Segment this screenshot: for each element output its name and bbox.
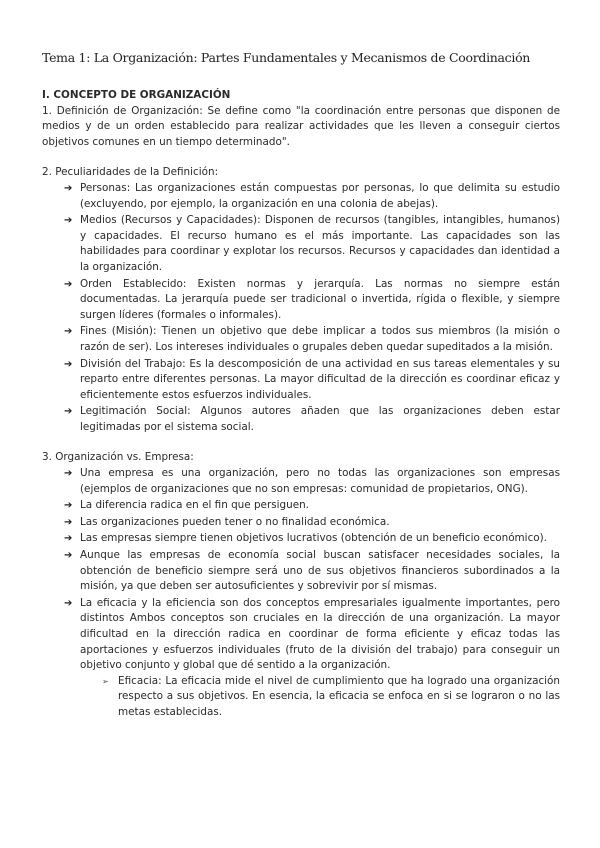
arrow-right-icon: ➔ xyxy=(64,182,73,194)
arrow-right-icon: ➔ xyxy=(64,215,73,227)
list-item: ➢ Eficacia: La eficacia mide el nivel de cumplimiento que ha logrado una organización respecto a sus objetivos. En esencia, la eficacia se enfoca en si se lograron o no las metas establecidas. xyxy=(102,674,560,718)
list-item: ➔ Las organizaciones pueden tener o no finalidad económica. xyxy=(80,515,560,531)
arrow-right-icon: ➔ xyxy=(64,468,73,480)
organizacion-empresa-list xyxy=(42,466,560,721)
arrow-right-icon: ➔ xyxy=(64,533,73,545)
small-arrow-right-icon: ➢ xyxy=(102,676,109,686)
list-item: ➔ La eficacia y la eficiencia son dos conceptos empresariales igualmente importantes, pero distintos Ambos conceptos son cruciales en la dirección de una organización. La mayor dificultad en la dirección radica en coordinar de forma eficiente y eficaz todas las aportaciones y esfuerzos individuales (fruto de la división del trabajo) para conseguir un objetivo conjunto y global que dé sentido a la organización. ➢ Eficacia: La eficacia mide el nivel de cumplimiento que ha logrado una organización respecto a sus objetivos. En esencia, la eficacia se enfoca en si se lograron o no las metas establecidas. xyxy=(80,596,560,721)
section-concepto xyxy=(42,88,560,150)
list-item: ➔ Una empresa es una organización, pero no todas las organizaciones son empresas (ejemplos de organizaciones que no son empresas: comunidad de propietarios, ONG). xyxy=(64,467,560,495)
arrow-right-icon: ➔ xyxy=(64,278,73,290)
list-item: ➔ Legitimación Social: Algunos autores añaden que las organizaciones deben estar legitimadas por el sistema social. xyxy=(64,405,560,433)
arrow-right-icon: ➔ xyxy=(64,550,73,562)
definition-paragraph: 1. Definición de Organización: Se define como "la coordinación entre personas que disponen de medios y de un orden establecido para realizar actividades que les lleven a conseguir ciertos objetivos comunes en un tiempo determinado". xyxy=(42,104,560,148)
list-item: ➔ Fines (Misión): Tienen un objetivo que debe implicar a todos sus miembros (la misión o razón de ser). Los intereses individuales o grupales deben quedar supeditados a la misión. xyxy=(64,325,560,353)
list-item: ➔ Las empresas siempre tienen objetivos lucrativos (obtención de un beneficio económico). xyxy=(80,531,560,547)
document-body xyxy=(42,88,560,721)
list-item: ➔ Personas: Las organizaciones están compuestas por personas, lo que delimita su estudio (excluyendo, por ejemplo, la organización en una colonia de abejas). xyxy=(64,181,560,210)
list-item: ➔ División del Trabajo: Es la descomposición de una actividad en sus tareas elementales y su reparto entre diferentes personas. La mayor dificultad de la dirección es coordinar eficaz y eficientemente estos esfuerzos individuales. xyxy=(64,357,560,401)
list-item: ➔ La diferencia radica en el fin que persiguen. xyxy=(80,498,560,514)
arrow-right-icon: ➔ xyxy=(64,597,73,609)
section-peculiaridades xyxy=(42,165,560,435)
arrow-right-icon: ➔ xyxy=(64,406,73,418)
arrow-right-icon: ➔ xyxy=(64,358,73,370)
arrow-right-icon: ➔ xyxy=(64,326,73,338)
subsection-heading: 2. Peculiaridades de la Definición: xyxy=(42,166,219,179)
section-heading: I. CONCEPTO DE ORGANIZACIÓN xyxy=(42,89,231,101)
document-title: Tema 1: La Organización: Partes Fundamentales y Mecanismos de Coordinación xyxy=(42,50,531,65)
list-item: ➔ Orden Establecido: Existen normas y jerarquía. Las normas no siempre están documentadas. La jerarquía puede ser tradicional o invertida, rígida o flexible, y siempre surgen líderes (formales o informales). xyxy=(64,277,560,321)
list-item: ➔ Medios (Recursos y Capacidades): Disponen de recursos (tangibles, intangibles, humanos) y capacidades. El recurso humano es el más importante. Las capacidades son las habilidades para coordinar y explotar los recursos. Recursos y capacidades dan identidad a la organización. xyxy=(64,214,560,273)
list-item: ➔ Aunque las empresas de economía social buscan satisfacer necesidades sociales, la obtención de beneficio siempre será uno de sus objetivos financieros subordinados a la misión, ya que deben ser autosuficientes y sobrevivir por sí mismas. xyxy=(64,549,560,593)
arrow-right-icon: ➔ xyxy=(64,516,73,528)
subsection-heading: 3. Organización vs. Empresa: xyxy=(42,451,194,464)
section-organizacion-vs-empresa xyxy=(42,450,560,720)
peculiaridades-list xyxy=(42,181,560,436)
eficacia-sublist xyxy=(80,674,560,721)
arrow-right-icon: ➔ xyxy=(64,500,73,512)
